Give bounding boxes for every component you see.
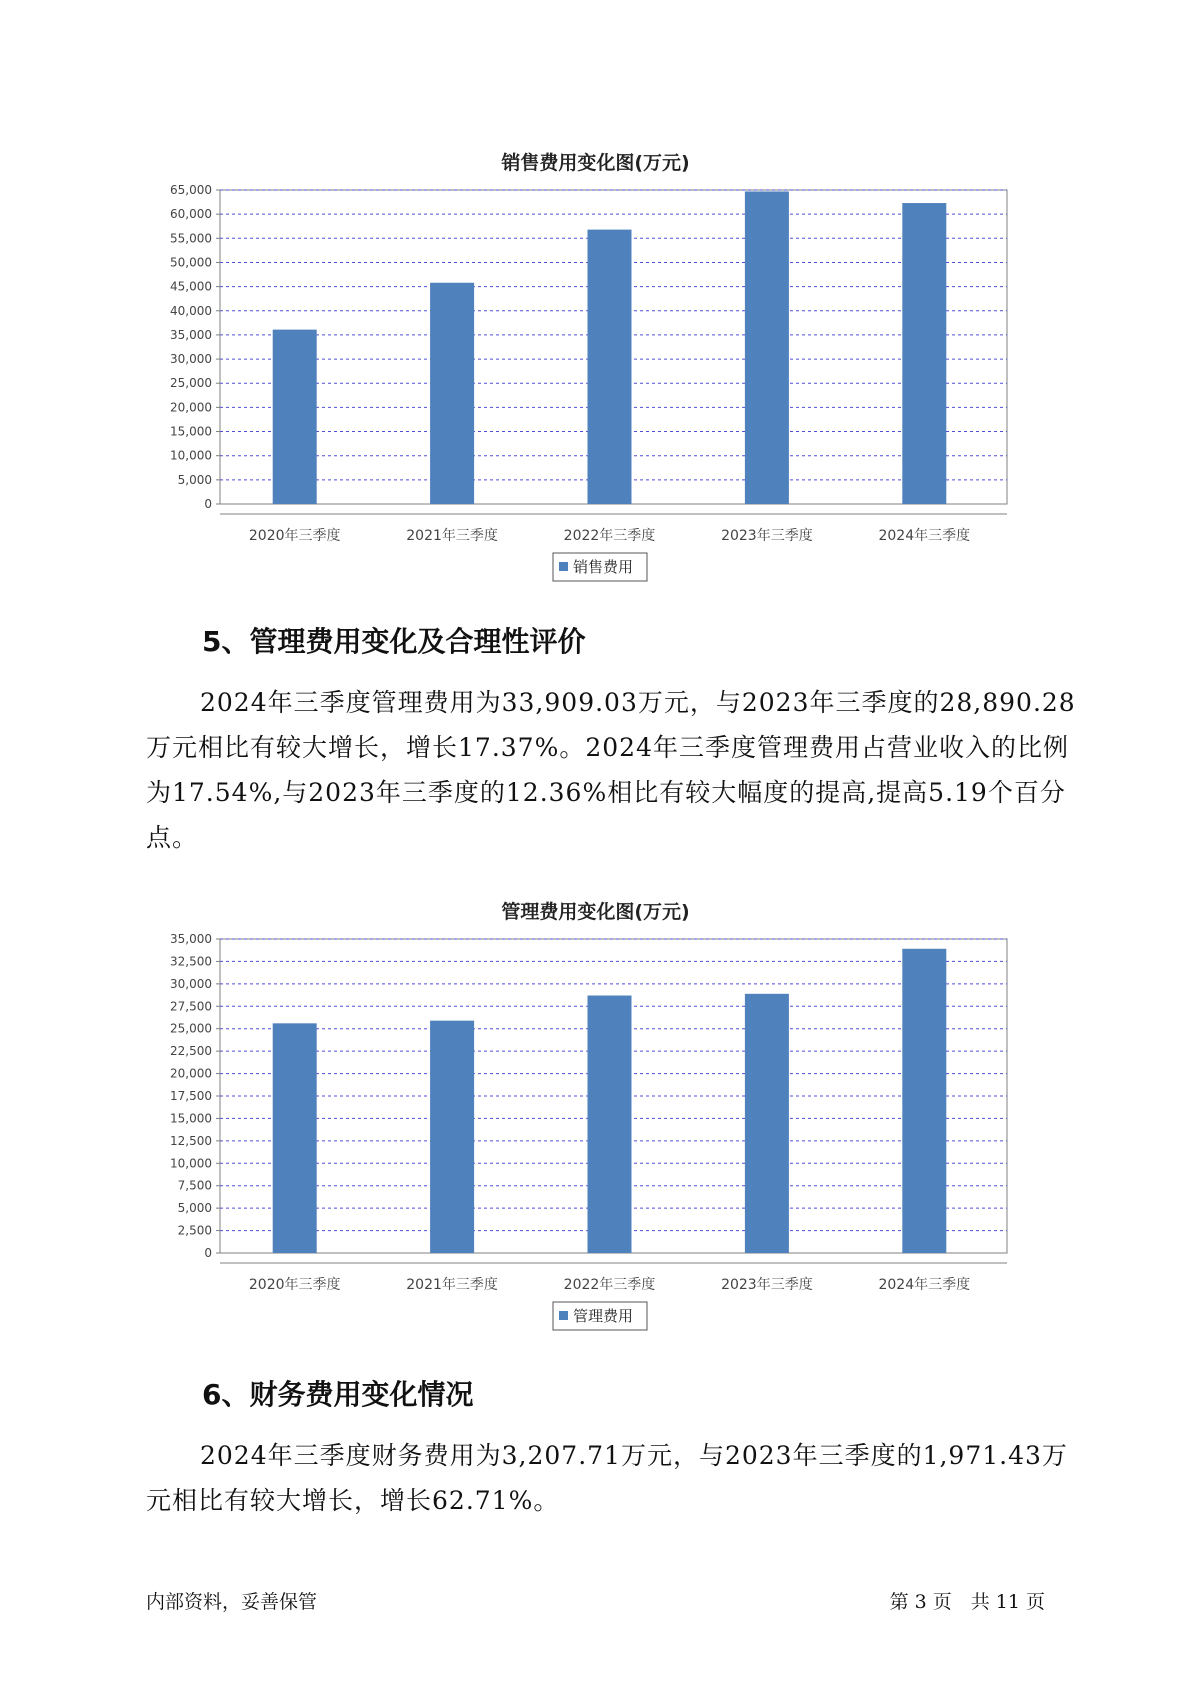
y-tick-label: 35,000 (170, 932, 212, 946)
bar (902, 949, 946, 1253)
x-tick-label: 2023年三季度 (721, 528, 813, 544)
bar (745, 191, 789, 504)
y-tick-label: 10,000 (170, 448, 212, 463)
y-tick-label: 25,000 (170, 376, 212, 391)
y-tick-label: 2,500 (177, 1223, 212, 1238)
x-tick-label: 2022年三季度 (563, 528, 656, 544)
y-tick-label: 25,000 (170, 1021, 212, 1036)
section-paragraph-admin: 2024年三季度管理费用为33,909.03万元，与2023年三季度的28,890.28万元相比有较大增长，增长17.37%。2024年三季度管理费用占营业收入的比例为17.54%,与2023年三季度的12.36%相比有较大幅度的提高,提高5.19个百分点。 (146, 688, 1076, 852)
y-tick-label: 65,000 (170, 183, 212, 197)
y-tick-label: 17,500 (170, 1089, 212, 1103)
footer-confidential-note: 内部资料，妥善保管 (146, 1591, 318, 1613)
y-tick-label: 5,000 (177, 472, 212, 487)
y-tick-label: 7,500 (177, 1178, 212, 1193)
footer-page-number: 第 3 页 共 11 页 (889, 1591, 1045, 1613)
x-tick-label: 2020年三季度 (248, 528, 341, 544)
y-tick-label: 27,500 (170, 999, 212, 1014)
x-tick-label: 2022年三季度 (563, 1277, 656, 1293)
bar (745, 994, 789, 1253)
x-tick-label: 2020年三季度 (248, 1277, 341, 1293)
y-tick-label: 30,000 (170, 352, 212, 367)
legend-swatch (559, 562, 568, 571)
y-tick-label: 60,000 (170, 207, 212, 222)
y-tick-label: 15,000 (170, 1111, 212, 1126)
y-tick-label: 20,000 (170, 400, 212, 415)
chart-title-sales: 销售费用变化图(万元) (501, 152, 690, 174)
legend-label: 管理费用 (573, 1307, 634, 1325)
y-tick-label: 45,000 (170, 279, 212, 294)
x-tick-label: 2024年三季度 (878, 1277, 971, 1293)
y-tick-label: 50,000 (170, 255, 212, 270)
y-tick-label: 12,500 (170, 1133, 212, 1148)
y-tick-label: 35,000 (170, 327, 212, 342)
admin-expense-chart (0, 919, 1191, 1359)
sales-expense-chart (0, 170, 1191, 610)
bar (430, 283, 474, 504)
x-tick-label: 2024年三季度 (878, 528, 971, 544)
bar (273, 1023, 317, 1253)
bar (588, 996, 632, 1253)
section-heading-admin: 5、管理费用变化及合理性评价 (202, 625, 586, 658)
legend (553, 1302, 647, 1330)
y-tick-label: 30,000 (170, 976, 212, 991)
y-tick-label: 20,000 (170, 1066, 212, 1081)
y-tick-label: 32,500 (170, 954, 212, 969)
bar (273, 330, 317, 504)
bar (588, 230, 632, 504)
y-tick-label: 0 (204, 1246, 212, 1260)
x-tick-label: 2021年三季度 (406, 528, 498, 544)
section-paragraph-finance: 2024年三季度财务费用为3,207.71万元，与2023年三季度的1,971.43万元相比有较大增长，增长62.71%。 (146, 1441, 1068, 1515)
bar (430, 1021, 474, 1253)
y-tick-label: 22,500 (170, 1044, 212, 1059)
legend-swatch (559, 1311, 568, 1320)
x-tick-label: 2023年三季度 (721, 1277, 813, 1293)
y-tick-label: 5,000 (177, 1201, 212, 1216)
y-tick-label: 15,000 (170, 424, 212, 439)
chart-title-admin: 管理费用变化图(万元) (501, 901, 690, 923)
bar (902, 203, 946, 504)
legend (553, 553, 647, 581)
y-tick-label: 40,000 (170, 303, 212, 318)
section-heading-finance: 6、财务费用变化情况 (202, 1378, 474, 1411)
x-tick-label: 2021年三季度 (406, 1277, 498, 1293)
y-tick-label: 10,000 (170, 1156, 212, 1171)
legend-label: 销售费用 (573, 558, 634, 576)
y-tick-label: 0 (204, 497, 212, 511)
y-tick-label: 55,000 (170, 231, 212, 246)
